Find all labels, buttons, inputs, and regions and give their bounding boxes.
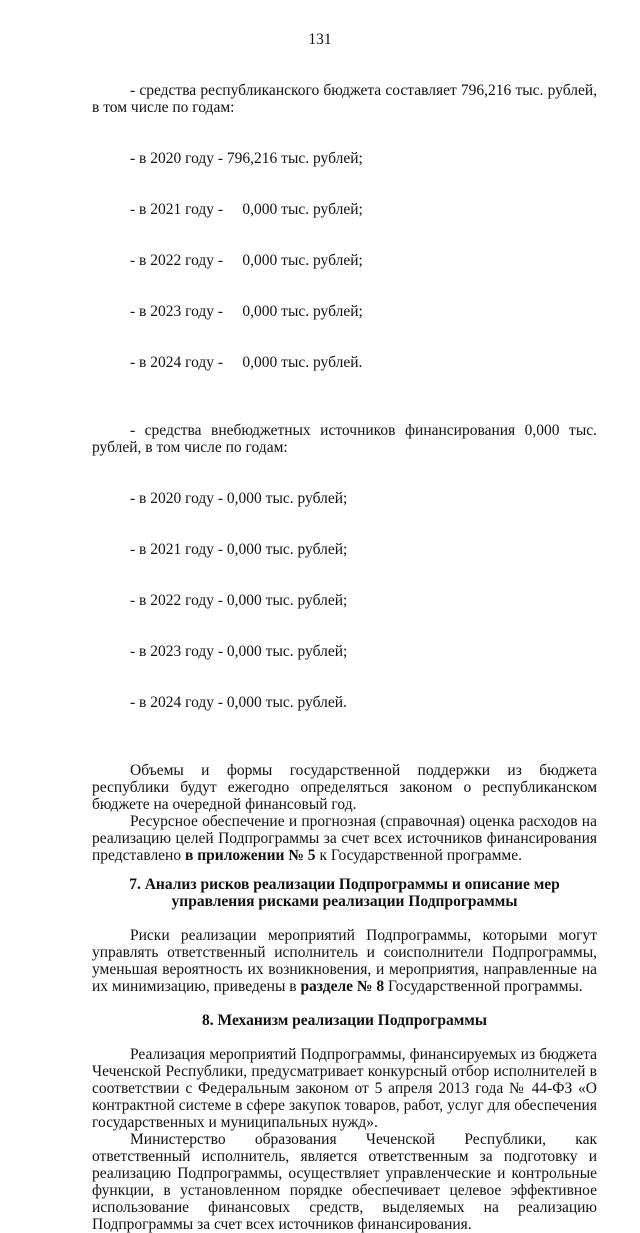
appendix-reference: в приложении № 5 (184, 847, 316, 864)
mechanism-paragraph-2: Министерство образования Чеченской Республики, как ответственный исполнитель, является ответственным за подготовку и реализацию Подпрограммы, осуществляет управленческие и контрольные функции, в установленном порядке обеспечивает целевое эффективное использование финансовых средств, выделяемых на реализацию Подпрограммы за счет всех источников финансирования. (92, 1131, 597, 1233)
page-content (92, 82, 597, 1233)
list-item: - в 2020 году - 0,000 тыс. рублей; (130, 490, 348, 507)
list-item: - в 2023 году - 0,000 тыс. рублей; (130, 303, 363, 320)
list-item: - в 2022 году - 0,000 тыс. рублей; (130, 252, 363, 269)
list-item: - в 2021 году - 0,000 тыс. рублей; (130, 541, 348, 558)
section-reference: разделе № 8 (300, 978, 385, 995)
mechanism-paragraph-1: Реализация мероприятий Подпрограммы, финансируемых из бюджета Чеченской Республики, предусматривает конкурсный отбор исполнителей в соответствии с Федеральным законом от 5 апреля 2013 года № 44-ФЗ «О контрактной системе в сфере закупок товаров, работ, услуг для обеспечения государственных и муниципальных нужд». (92, 1046, 597, 1131)
section-8-heading: 8. Механизм реализации Подпрограммы (202, 1012, 487, 1029)
budget-intro: - средства республиканского бюджета составляет 796,216 тыс. рублей, в том числе по годам: (92, 82, 597, 116)
list-item: - в 2023 году - 0,000 тыс. рублей; (130, 643, 348, 660)
offbudget-intro: - средства внебюджетных источников финансирования 0,000 тыс. рублей, в том числе по годам: (92, 422, 597, 456)
resource-paragraph: Ресурсное обеспечение и прогнозная (справочная) оценка расходов на реализацию целей Подпрограммы за счет всех источников финансирования представлено в приложении № 5 к Государственной программе. (92, 813, 597, 864)
budget-years-list (92, 116, 597, 405)
risks-paragraph: Риски реализации мероприятий Подпрограммы, которыми могут управлять ответственный исполнитель и соисполнители Подпрограммы, уменьшая вероятность их возникновения, и мероприятия, направленные на их минимизацию, приведены в разделе № 8 Государственной программы. (92, 927, 597, 995)
list-item: - в 2020 году - 796,216 тыс. рублей; (130, 150, 363, 167)
list-item: - в 2021 году - 0,000 тыс. рублей; (130, 201, 363, 218)
list-item: - в 2024 году - 0,000 тыс. рублей. (130, 694, 347, 711)
list-item: - в 2022 году - 0,000 тыс. рублей; (130, 592, 348, 609)
offbudget-years-list (92, 456, 597, 745)
list-item: - в 2024 году - 0,000 тыс. рублей. (130, 354, 363, 371)
page-number: 131 (308, 31, 332, 48)
support-paragraph: Объемы и формы государственной поддержки из бюджета республики будут ежегодно определяться законом о республиканском бюджете на очередной финансовый год. (92, 762, 597, 813)
section-7-heading: 7. Анализ рисков реализации Подпрограммы и описание мер управления рисками реализации Подпрограммы (129, 876, 560, 910)
